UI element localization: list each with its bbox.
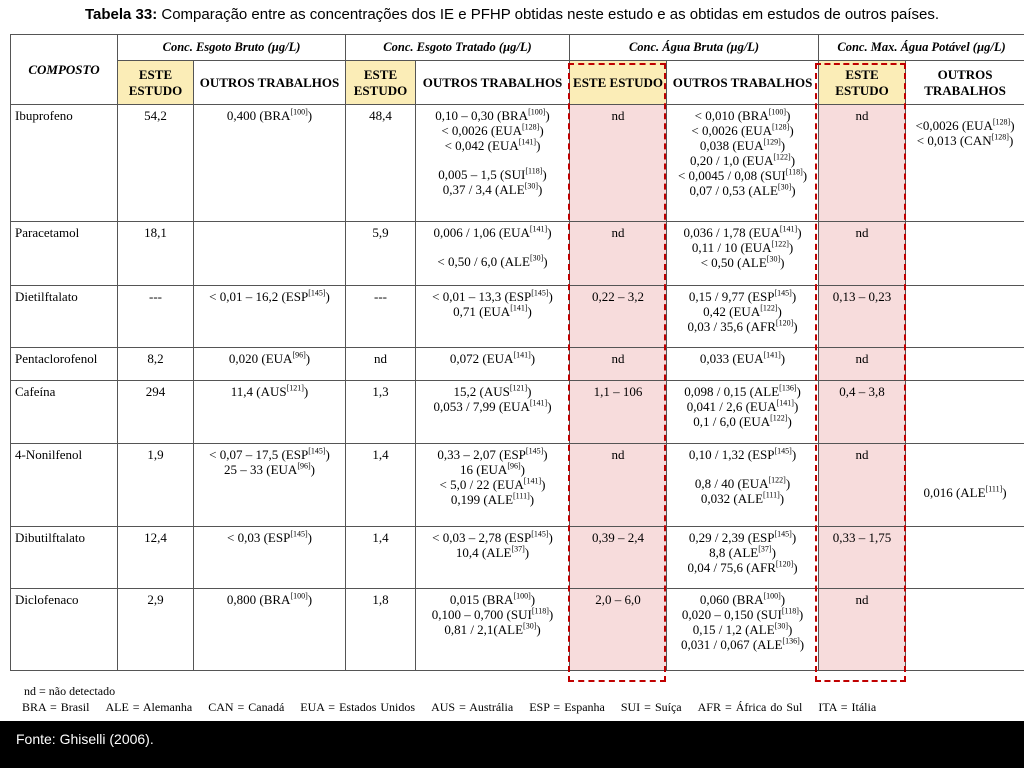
cell-line: 0,199 (ALE[111])	[450, 491, 535, 507]
esgoto-tratado-este-cell: ---	[346, 286, 416, 348]
cell-line: 0,15 / 9,77 (ESP[145])	[688, 288, 797, 305]
legend-abbreviation: SUI = Suíça	[620, 700, 682, 714]
legend	[0, 680, 1024, 720]
cell-line: 0,032 (ALE[111])	[700, 490, 785, 506]
table-row	[11, 105, 1024, 222]
legend-abbreviation: EUA = Estados Unidos	[300, 700, 416, 714]
table-title-text: Comparação entre as concentrações dos IE e PFHP obtidas neste estudo e as obtidas em estudos de outros países.	[161, 6, 940, 23]
reference-sup: [100]	[290, 591, 308, 601]
reference-sup: [141]	[518, 137, 537, 147]
cell-line: 0,098 / 0,15 (ALE[136])	[684, 384, 801, 400]
esgoto-bruto-outros-cell	[194, 348, 346, 381]
composto-cell: Dietilftalato	[11, 286, 118, 348]
reference-sup: [118]	[525, 166, 543, 176]
cell-line: 25 – 33 (EUA[96])	[224, 461, 315, 477]
legend-abbreviations	[22, 698, 1024, 716]
agua-potavel-este-cell: nd	[819, 588, 906, 670]
esgoto-tratado-outros-cell	[416, 588, 570, 670]
agua-bruta-outros-cell	[667, 105, 819, 222]
esgoto-tratado-outros-cell	[416, 222, 570, 286]
reference-sup: [136]	[782, 636, 800, 646]
esgoto-bruto-este-cell: 294	[118, 381, 194, 443]
legend-abbreviation: CAN = Canadá	[208, 700, 285, 714]
legend-abbreviation: AFR = África do Sul	[697, 700, 803, 714]
agua-bruta-outros-cell	[667, 526, 819, 588]
reference-sup: [37]	[511, 544, 525, 554]
reference-sup: [145]	[774, 288, 792, 298]
reference-sup: [141]	[529, 224, 548, 234]
cell-line: 0,8 / 40 (EUA[122])	[694, 475, 791, 491]
table-row	[11, 222, 1024, 286]
esgoto-bruto-outros-cell	[194, 526, 346, 588]
agua-potavel-este-cell: nd	[819, 443, 906, 526]
table-row	[11, 286, 1024, 348]
outros-trabalhos-header: OUTROS TRABALHOS	[416, 61, 570, 105]
agua-bruta-outros-cell	[667, 381, 819, 443]
cell-line: 0,038 (EUA[129])	[699, 137, 786, 153]
cell-line: 0,060 (BRA[100])	[699, 591, 786, 607]
reference-sup: [96]	[507, 461, 521, 471]
table-row	[11, 588, 1024, 670]
reference-sup: [30]	[777, 182, 792, 192]
esgoto-bruto-este-cell: 8,2	[118, 348, 194, 381]
cell-line: < 0,03 – 2,78 (ESP[145])	[432, 529, 553, 545]
cell-line: 0,71 (EUA[141])	[453, 303, 532, 320]
legend-abbreviation: ALE = Alemanha	[105, 700, 193, 714]
esgoto-tratado-outros-cell	[416, 381, 570, 443]
esgoto-tratado-este-cell: 1,4	[346, 443, 416, 526]
esgoto-bruto-outros-cell	[194, 381, 346, 443]
cell-line: < 0,07 – 17,5 (ESP[145])	[209, 446, 330, 462]
composto-cell: Diclofenaco	[11, 588, 118, 670]
agua-potavel-este-cell: 0,4 – 3,8	[819, 381, 906, 443]
este-estudo-header: ESTE ESTUDO	[819, 61, 906, 105]
cell-line: < 0,03 (ESP[145])	[227, 529, 312, 545]
cell-line: < 0,50 / 6,0 (ALE[30])	[437, 253, 548, 270]
reference-sup: [111]	[513, 491, 530, 501]
cell-line: < 0,042 (EUA[141])	[444, 137, 541, 153]
reference-sup: [145]	[525, 446, 544, 456]
agua-bruta-este-cell: 1,1 – 106	[570, 381, 667, 443]
agua-potavel-outros-cell	[906, 105, 1024, 222]
cell-line: 0,29 / 2,39 (ESP[145])	[688, 529, 797, 545]
cell-line: 0,400 (BRA[100])	[226, 107, 313, 123]
reference-sup: [141]	[523, 476, 542, 486]
agua-bruta-este-cell: nd	[570, 222, 667, 286]
cell-line: 0,04 / 75,6 (AFR[120])	[687, 559, 798, 575]
cell-line: < 0,013 (CAN[128])	[916, 132, 1014, 148]
reference-sup: [128]	[991, 132, 1009, 142]
table-row	[11, 381, 1024, 443]
agua-bruta-este-cell: 2,0 – 6,0	[570, 588, 667, 670]
esgoto-tratado-este-cell: 48,4	[346, 105, 416, 222]
cell-line: 15,2 (AUS[121])	[453, 384, 532, 400]
cell-line: < 0,0045 / 0,08 (SUI[118])	[677, 167, 808, 183]
table-body	[11, 105, 1024, 671]
agua-potavel-outros-cell	[906, 443, 1024, 526]
outros-trabalhos-header: OUTROS TRABALHOS	[667, 61, 819, 105]
cell-line: 8,8 (ALE[37])	[709, 544, 776, 560]
cell-line: 0,020 – 0,150 (SUI[118])	[681, 606, 804, 622]
cell-line: 0,07 / 0,53 (ALE[30])	[689, 182, 796, 198]
esgoto-tratado-outros-cell	[416, 526, 570, 588]
agua-potavel-outros-cell	[906, 588, 1024, 670]
cell-line: < 0,0026 (EUA[128])	[441, 122, 544, 138]
reference-sup: [100]	[768, 107, 787, 117]
reference-sup: [141]	[510, 303, 528, 313]
table-title-prefix: Tabela 33:	[84, 6, 158, 23]
reference-sup: [145]	[774, 529, 792, 539]
cell-line: 0,016 (ALE[111])	[923, 484, 1007, 500]
cell-line: < 0,50 (ALE[30])	[700, 254, 785, 271]
este-estudo-header: ESTE ESTUDO	[346, 61, 416, 105]
cell-line: 0,15 / 1,2 (ALE[30])	[692, 621, 793, 637]
cell-line: 0,11 / 10 (EUA[122])	[691, 239, 794, 256]
reference-sup: [100]	[763, 591, 781, 601]
cell-line: < 0,010 (BRA[100])	[694, 107, 791, 123]
cell-line: 0,005 – 1,5 (SUI[118])	[438, 166, 547, 182]
agua-potavel-outros-cell	[906, 286, 1024, 348]
group-header-row	[11, 35, 1024, 61]
agua-bruta-este-cell: nd	[570, 348, 667, 381]
reference-sup: [118]	[781, 606, 799, 616]
agua-bruta-outros-cell	[667, 286, 819, 348]
reference-sup: [136]	[779, 384, 797, 394]
esgoto-bruto-este-cell: 12,4	[118, 526, 194, 588]
agua-bruta-outros-cell	[667, 443, 819, 526]
agua-bruta-outros-cell	[667, 222, 819, 286]
cell-line: < 0,01 – 13,3 (ESP[145])	[432, 288, 553, 305]
cell-line: 0,072 (EUA[141])	[449, 351, 536, 367]
cell-line: 0,20 / 1,0 (EUA[122])	[689, 152, 796, 168]
reference-sup: [122]	[770, 414, 788, 424]
reference-sup: [111]	[763, 490, 780, 500]
esgoto-bruto-este-cell: ---	[118, 286, 194, 348]
composto-cell: 4-Nonilfenol	[11, 443, 118, 526]
cell-line: 0,041 / 2,6 (EUA[141])	[686, 399, 799, 415]
cell-line: < 0,01 – 16,2 (ESP[145])	[209, 288, 330, 305]
cell-line: <0,0026 (EUA[128])	[915, 117, 1015, 133]
cell-line: < 5,0 / 22 (EUA[141])	[439, 476, 546, 492]
legend-abbreviation: AUS = Austrália	[431, 700, 514, 714]
group-header-esgoto-tratado: Conc. Esgoto Tratado (µg/L)	[346, 35, 570, 61]
reference-sup: [141]	[513, 351, 531, 361]
cell-line: 0,020 (EUA[96])	[228, 351, 311, 367]
reference-sup: [129]	[763, 137, 781, 147]
esgoto-bruto-outros-cell	[194, 588, 346, 670]
cell-line: 0,10 – 0,30 (BRA[100])	[435, 107, 550, 123]
cell-line: 0,036 / 1,78 (EUA[141])	[683, 224, 802, 241]
agua-potavel-outros-cell	[906, 381, 1024, 443]
agua-bruta-este-cell: nd	[570, 443, 667, 526]
reference-sup: [122]	[771, 239, 789, 249]
reference-sup: [141]	[763, 351, 781, 361]
reference-sup: [145]	[531, 529, 549, 539]
cell-line: 0,053 / 7,99 (EUA[141])	[433, 399, 552, 415]
agua-potavel-este-cell: 0,33 – 1,75	[819, 526, 906, 588]
legend-abbreviation: ESP = Espanha	[529, 700, 605, 714]
agua-bruta-este-cell: 0,39 – 2,4	[570, 526, 667, 588]
este-estudo-header: ESTE ESTUDO	[570, 61, 667, 105]
reference-sup: [100]	[513, 591, 531, 601]
outros-trabalhos-header: OUTROS TRABALHOS	[194, 61, 346, 105]
group-header-agua-bruta: Conc. Água Bruta (µg/L)	[570, 35, 819, 61]
esgoto-bruto-outros-cell	[194, 443, 346, 526]
cell-line: 0,81 / 2,1(ALE[30])	[444, 621, 541, 637]
reference-sup: [120]	[775, 559, 794, 569]
cell-line: 16 (EUA[96])	[460, 461, 525, 477]
cell-line: 0,1 / 6,0 (EUA[122])	[693, 414, 792, 430]
reference-sup: [37]	[758, 544, 772, 554]
reference-sup: [128]	[521, 122, 540, 132]
legend-abbreviation: ITA = Itália	[818, 700, 877, 714]
reference-sup: [145]	[308, 288, 326, 298]
reference-sup: [120]	[775, 318, 794, 328]
cell-line: 0,33 – 2,07 (ESP[145])	[437, 446, 548, 462]
reference-sup: [121]	[286, 384, 304, 394]
reference-sup: [145]	[531, 288, 549, 298]
outros-trabalhos-header: OUTROS TRABALHOS	[906, 61, 1024, 105]
agua-potavel-este-cell: nd	[819, 222, 906, 286]
cell-line: 0,006 / 1,06 (EUA[141])	[433, 224, 552, 241]
cell-line: < 0,0026 (EUA[128])	[691, 122, 794, 138]
group-header-esgoto-bruto: Conc. Esgoto Bruto (µg/L)	[118, 35, 346, 61]
esgoto-tratado-este-cell: nd	[346, 348, 416, 381]
reference-sup: [100]	[528, 107, 546, 117]
reference-sup: [122]	[760, 303, 778, 313]
esgoto-tratado-este-cell: 1,3	[346, 381, 416, 443]
source-caption: Fonte: Ghiselli (2006).	[0, 721, 1024, 768]
reference-sup: [30]	[524, 181, 538, 191]
reference-sup: [128]	[772, 122, 790, 132]
agua-bruta-este-cell: 0,22 – 3,2	[570, 286, 667, 348]
agua-bruta-outros-cell	[667, 348, 819, 381]
agua-potavel-este-cell: 0,13 – 0,23	[819, 286, 906, 348]
agua-potavel-outros-cell	[906, 526, 1024, 588]
agua-potavel-outros-cell	[906, 348, 1024, 381]
reference-sup: [111]	[985, 484, 1003, 494]
table-row	[11, 526, 1024, 588]
esgoto-tratado-este-cell: 1,4	[346, 526, 416, 588]
composto-header: COMPOSTO	[11, 35, 118, 105]
agua-potavel-este-cell: nd	[819, 348, 906, 381]
reference-sup: [121]	[509, 384, 528, 394]
reference-sup: [128]	[992, 117, 1011, 127]
cell-line: 0,100 – 0,700 (SUI[118])	[431, 606, 554, 622]
reference-sup: [122]	[773, 152, 791, 162]
reference-sup: [100]	[290, 107, 308, 117]
composto-cell: Pentaclorofenol	[11, 348, 118, 381]
composto-cell: Ibuprofeno	[11, 105, 118, 222]
agua-bruta-este-cell: nd	[570, 105, 667, 222]
reference-sup: [30]	[766, 254, 781, 264]
legend-nd: nd = não detectado	[24, 684, 116, 698]
cell-line: 0,033 (EUA[141])	[699, 351, 786, 367]
cell-line: 0,10 / 1,32 (ESP[145])	[688, 446, 797, 462]
composto-cell: Paracetamol	[11, 222, 118, 286]
esgoto-tratado-outros-cell	[416, 348, 570, 381]
sub-header-row	[11, 61, 1024, 105]
esgoto-bruto-este-cell: 1,9	[118, 443, 194, 526]
cell-line: 0,03 / 35,6 (AFR[120])	[687, 318, 798, 335]
esgoto-bruto-outros-cell	[194, 105, 346, 222]
esgoto-tratado-outros-cell	[416, 286, 570, 348]
reference-sup: [30]	[774, 621, 788, 631]
agua-potavel-este-cell: nd	[819, 105, 906, 222]
cell-line: 0,015 (BRA[100])	[449, 591, 536, 607]
esgoto-tratado-este-cell: 5,9	[346, 222, 416, 286]
cell-line: 0,42 (EUA[122])	[703, 303, 782, 320]
group-header-agua-potavel: Conc. Max. Água Potável (µg/L)	[819, 35, 1024, 61]
table-row	[11, 348, 1024, 381]
reference-sup: [141]	[529, 399, 548, 409]
esgoto-tratado-este-cell: 1,8	[346, 588, 416, 670]
reference-sup: [30]	[529, 253, 544, 263]
cell-line: 10,4 (ALE[37])	[455, 544, 530, 560]
reference-sup: [96]	[297, 461, 311, 471]
legend-abbreviation: BRA = Brasil	[22, 700, 90, 714]
agua-potavel-outros-cell	[906, 222, 1024, 286]
cell-line: 11,4 (AUS[121])	[230, 384, 309, 400]
esgoto-bruto-este-cell: 54,2	[118, 105, 194, 222]
cell-line: 0,800 (BRA[100])	[226, 591, 313, 607]
esgoto-bruto-este-cell: 2,9	[118, 588, 194, 670]
reference-sup: [145]	[290, 529, 308, 539]
reference-sup: [118]	[785, 167, 803, 177]
esgoto-bruto-outros-cell	[194, 286, 346, 348]
reference-sup: [96]	[292, 351, 306, 361]
comparison-table	[10, 34, 1024, 671]
reference-sup: [145]	[774, 446, 792, 456]
cell-line: 0,37 / 3,4 (ALE[30])	[442, 181, 543, 197]
reference-sup: [141]	[776, 399, 794, 409]
table-title	[0, 4, 1024, 26]
este-estudo-header: ESTE ESTUDO	[118, 61, 194, 105]
cell-line: 0,031 / 0,067 (ALE[136])	[680, 636, 805, 652]
reference-sup: [145]	[308, 446, 326, 456]
esgoto-tratado-outros-cell	[416, 105, 570, 222]
esgoto-tratado-outros-cell	[416, 443, 570, 526]
composto-cell: Dibutilftalato	[11, 526, 118, 588]
esgoto-bruto-este-cell: 18,1	[118, 222, 194, 286]
table-row	[11, 443, 1024, 526]
reference-sup: [118]	[531, 606, 549, 616]
esgoto-bruto-outros-cell	[194, 222, 346, 286]
reference-sup: [30]	[523, 621, 537, 631]
composto-cell: Cafeína	[11, 381, 118, 443]
agua-bruta-outros-cell	[667, 588, 819, 670]
reference-sup: [141]	[779, 224, 798, 234]
reference-sup: [122]	[768, 475, 786, 485]
